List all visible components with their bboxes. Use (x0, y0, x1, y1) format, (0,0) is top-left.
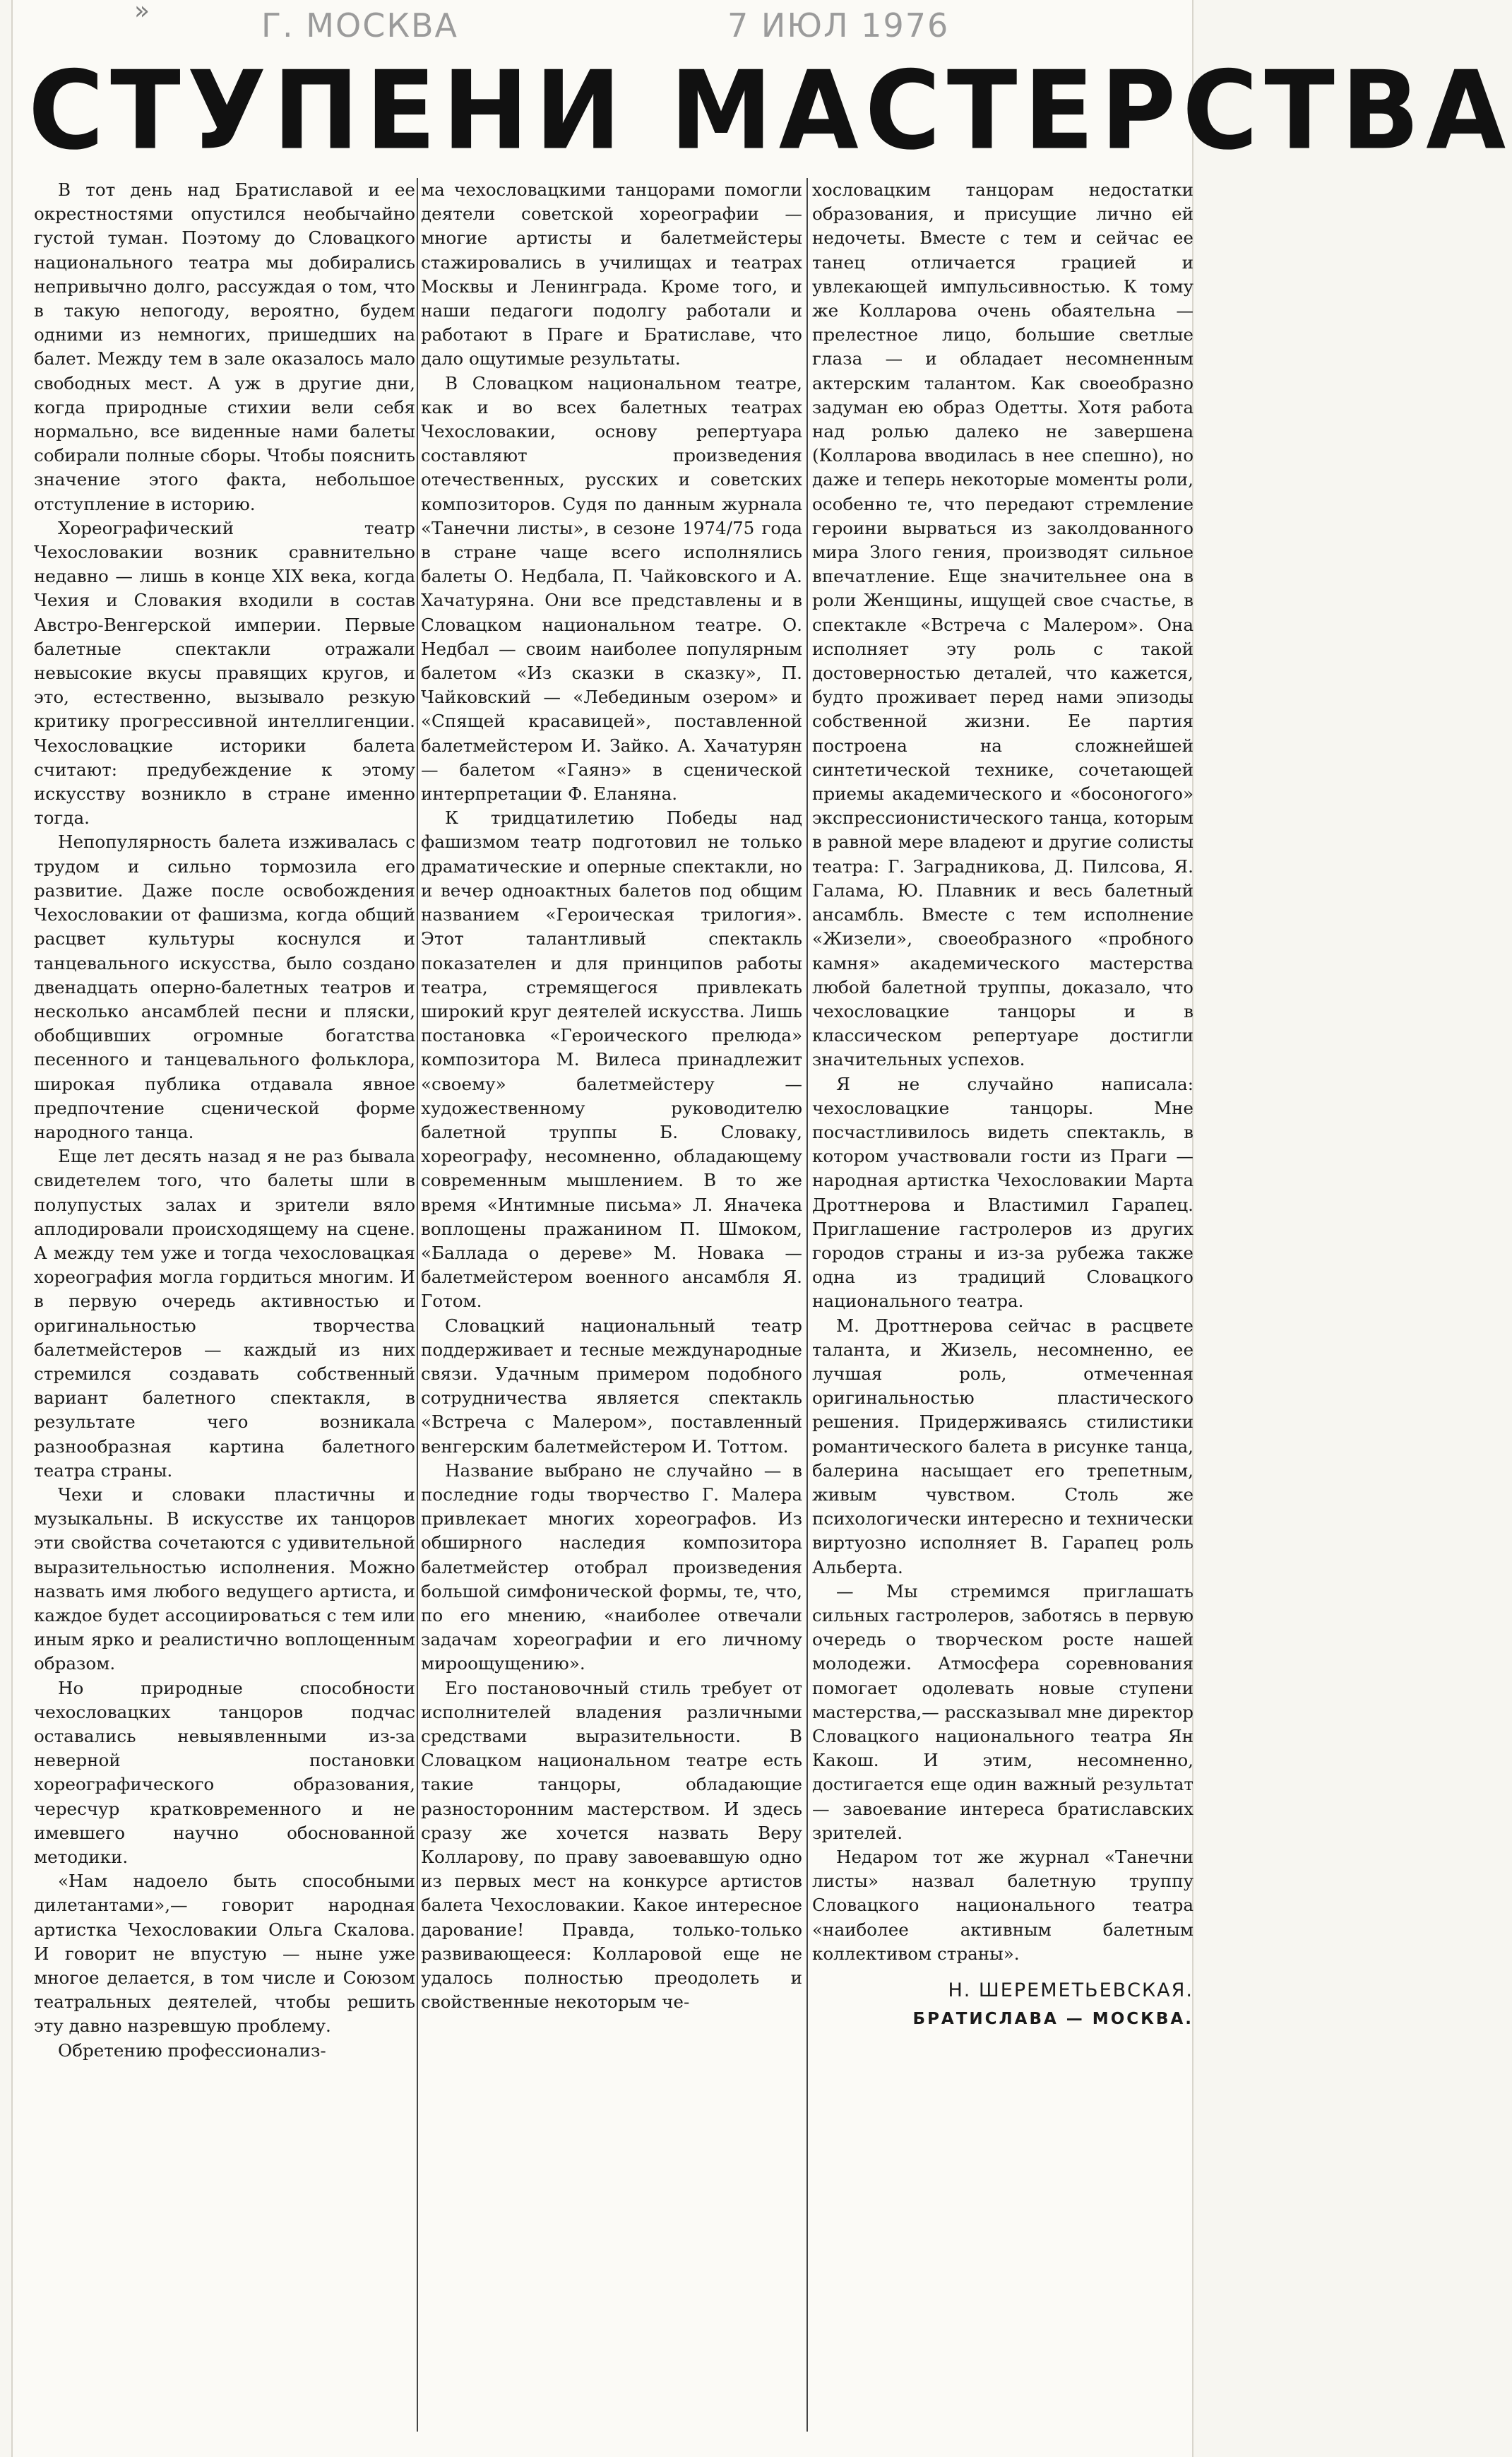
column-divider (417, 178, 418, 2432)
paragraph: Хореографический театр Чехословакии возник сравнительно недавно — лишь в конце XIX века, когда Чехия и Словакия входили в состав Австро-Венгерской империи. Первые балетные спектакли отражали невысокие вкусы правящих кругов, и это, естественно, вызывало резкую критику прогрессивной интеллигенции. Чехословацкие историки балета считают: предубеждение к этому искусству возникло в стране именно тогда. (34, 517, 415, 829)
article-column-2 (421, 178, 802, 2446)
paragraph: Но природные способности чехословацких танцоров подчас оставались невыявленными из-за неверной постановки хореографического образования, чересчур кратковременного и не имевшего научно обоснованной методики. (34, 1677, 415, 1868)
paragraph: Название выбрано не случайно — в последние годы творчество Г. Малера привлекает многих хореографов. Из обширного наследия композитора балетмейстер отобрал произведения большой симфонической формы, те, что, по его мнению, «наиболее отвечали задачам хореографии и его личному мироощущению». (421, 1460, 802, 1674)
article-headline: СТУПЕНИ МАСТЕРСТВА (28, 47, 1512, 174)
author-signature: Н. ШЕРЕМЕТЬЕВСКАЯ. (948, 1979, 1193, 2002)
clipping-stamp-city: Г. МОСКВА (261, 6, 458, 45)
paragraph: В тот день над Братиславой и ее окрестностями опустился необычайно густой туман. Поэтому до Словацкого национального театра мы добирались непривычно долго, рассуждая о том, что в такую непогоду, вероятно, будем одними из немногих, пришедших на балет. Между тем в зале оказалось мало свободных мест. А уж в другие дни, когда природные стихии вели себя нормально, все виденные нами балеты собирали полные сборы. Чтобы пояснить значение этого факта, небольшое отступление в историю. (34, 179, 415, 514)
paragraph: В Словацком национальном театре, как и во всех балетных театрах Чехословакии, основу репертуара составляют произведения отечественных, русских и советских композиторов. Судя по данным журнала «Танечни листы», в сезоне 1974/75 года в стране чаще всего исполнялись балеты О. Недбала, П. Чайковского и А. Хачатуряна. Они все представлены и в Словацком национальном театре. О. Недбал — своим наиболее популярным балетом «Из сказки в сказку», П. Чайковский — «Лебединым озером» и «Спящей красавицей», поставленной балетмейстером И. Зайко. А. Хачатурян — балетом «Гаянэ» в сценической интерпретации Ф. Еланяна. (421, 372, 802, 805)
paragraph: хословацким танцорам недостатки образования, и присущие лично ей недочеты. Вместе с тем и сейчас ее танец отличается грацией и увлекающей импульсивностью. К тому же Колларова очень обаятельна — прелестное лицо, большие светлые глаза — и обладает несомненным актерским талантом. Как своеобразно задуман ею образ Одетты. Хотя работа над ролью далеко не завершена (Колларова вводилась в нее спешно), но даже и теперь некоторые моменты роли, особенно те, что передают стремление героини вырваться из заколдованного мира Злого гения, производят сильное впечатление. Еще значительнее она в роли Женщины, ищущей свое счастье, в спектакле «Встреча с Малером». Она исполняет эту роль с такой достоверностью деталей, что кажется, будто проживает перед нами эпизоды собственной жизни. Ее партия построена на сложнейшей синтетической технике, сочетающей приемы академического и «босоногого» экспрессионистического танца, которым в равной мере владеют и другие солисты театра: Г. Заградникова, Д. Пилсова, Я. Галама, Ю. Плавник и весь балетный ансамбль. Вместе с тем исполнение «Жизели», своеобразного «пробного камня» академического мастерства любой балетной труппы, доказало, что чехословацкие танцоры и в классическом репертуаре достигли значительных успехов. (812, 179, 1193, 1070)
paragraph: Словацкий национальный театр поддерживает и тесные международные связи. Удачным примером подобного сотрудничества является спектакль «Встреча с Малером», поставленный венгерским балетмейстером И. Тоттом. (421, 1315, 802, 1457)
paragraph: Еще лет десять назад я не раз бывала свидетелем того, что балеты шли в полупустых залах и зрители вяло аплодировали происходящему на сцене. А между тем уже и тогда чехословацкая хореография могла гордиться многим. И в первую очередь активностью и оригинальностью творчества балетмейстеров — каждый из них стремился создавать собственный вариант балетного спектакля, в результате чего возникала разнообразная картина балетного театра страны. (34, 1146, 415, 1481)
paragraph: К тридцатилетию Победы над фашизмом театр подготовил не только драматические и оперные спектакли, но и вечер одноактных балетов под общим названием «Героическая трилогия». Этот талантливый спектакль показателен и для принципов работы театра, стремящегося привлекать широкий круг деятелей искусства. Лишь постановка «Героического прелюда» композитора М. Вилеса принадлежит «своему» балетмейстеру — художественному руководителю балетной труппы Б. Словаку, хореографу, несомненно, обладающему современным мышлением. В то же время «Интимные письма» Л. Яначека воплощены пражанином П. Шмоком, «Баллада о дереве» М. Новака — балетмейстером военного ансамбля Я. Готом. (421, 807, 802, 1312)
paragraph: Чехи и словаки пластичны и музыкальны. В искусстве их танцоров эти свойства сочетаются с удивительной выразительностью исполнения. Можно назвать имя любого ведущего артиста, и каждое будет ассоциироваться с тем или иным ярко и реалистично воплощенным образом. (34, 1484, 415, 1674)
paragraph: Обретению профессионализ- (58, 2039, 326, 2061)
paragraph: ма чехословацкими танцорами помогли деятели советской хореографии — многие артисты и балетмейстеры стажировались в училищах и театрах Москвы и Ленинграда. Кроме того, и наши педагоги подолгу работали и работают в Праге и Братиславе, что дало ощутимые результаты. (421, 179, 802, 369)
paragraph: Недаром тот же журнал «Танечни листы» назвал балетную труппу Словацкого национального театра «наиболее активным балетным коллективом страны». (812, 1847, 1193, 1964)
column-divider (806, 178, 808, 2432)
paragraph: Непопулярность балета изживалась с трудом и сильно тормозила его развитие. Даже после освобождения Чехословакии от фашизма, когда общий расцвет культуры коснулся и танцевального искусства, было создано двенадцать оперно-балетных театров и несколько ансамблей песни и пляски, обобщивших огромные богатства песенного и танцевального фольклора, широкая публика отдавала явное предпочтение сценической форме народного танца. (34, 831, 415, 1142)
article-column-3 (812, 178, 1193, 2446)
paragraph: «Нам надоело быть способными дилетантами»,— говорит народная артистка Чехословакии Ольга Скалова. И говорит не впустую — ныне уже многое делается, в том числе и Союзом театральных деятелей, чтобы решить эту давно назревшую проблему. (34, 1871, 415, 2037)
paragraph: Его постановочный стиль требует от исполнителей владения различными средствами выразительности. В Словацком национальном театре есть такие танцоры, обладающие разносторонним мастерством. И здесь сразу же хочется назвать Веру Колларову, по праву завоевавшую одно из первых мест на конкурсе артистов балета Чехословакии. Какое интересное дарование! Правда, только-только развивающееся: Колларовой еще не удалось полностью преодолеть и свойственные некоторым че- (421, 1677, 802, 2013)
dateline-place: БРАТИСЛАВА — МОСКВА. (912, 2010, 1193, 2029)
stamp-fragment: » (134, 0, 152, 25)
paragraph: — Мы стремимся приглашать сильных гастролеров, заботясь в первую очередь о творческом росте нашей молодежи. Атмосфера соревнования помогает одолевать новые ступени мастерства,— рассказывал мне директор Словацкого национального театра Ян Какош. И этим, несомненно, достигается еще один важный результат — завоевание интереса братиславских зрителей. (812, 1580, 1193, 1843)
paragraph: Я не случайно написала: чехословацкие танцоры. Мне посчастливилось видеть спектакль, в котором участвовали гости из Праги — народная артистка Чехословакии Марта Дроттнерова и Властимил Гарапец. Приглашение гастролеров из других городов страны и из-за рубежа также одна из традиций Словацкого национального театра. (812, 1073, 1193, 1312)
paragraph: М. Дроттнерова сейчас в расцвете таланта, и Жизель, несомненно, ее лучшая роль, отмеченная оригинальностью пластического решения. Придерживаясь стилистики романтического балета в рисунке танца, балерина насыщает его трепетным, живым чувством. Столь же психологически интересно и технически виртуозно исполняет В. Гарапец роль Альберта. (812, 1315, 1193, 1577)
clipping-stamp-date: 7 ИЮЛ 1976 (727, 6, 950, 45)
article-column-1 (34, 178, 415, 2446)
